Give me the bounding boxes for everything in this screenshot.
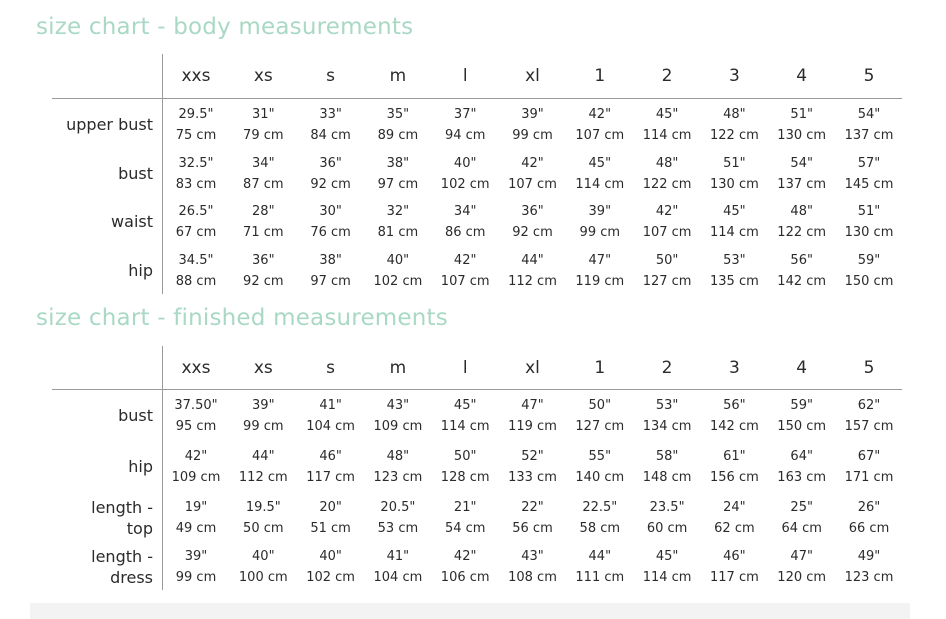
cell-centimeters: 84 cm xyxy=(310,128,351,143)
cell-centimeters: 88 cm xyxy=(175,274,217,289)
cell-centimeters: 142 cm xyxy=(710,419,759,434)
cell-inches: 67" xyxy=(857,449,881,464)
cell-inches: 54" xyxy=(857,107,881,122)
cell-centimeters: 114 cm xyxy=(710,225,759,240)
cell-inches: 59" xyxy=(790,398,813,413)
cell-inches: 33" xyxy=(319,107,342,122)
cell-centimeters: 107 cm xyxy=(642,225,692,240)
cell-centimeters: 81 cm xyxy=(377,225,419,240)
cell-centimeters: 117 cm xyxy=(710,570,759,585)
cell-inches: 42" xyxy=(453,253,477,268)
size-header-2: 2 xyxy=(661,66,673,86)
cell-centimeters: 114 cm xyxy=(642,570,692,585)
cell-inches: 51" xyxy=(790,107,813,122)
cell-inches: 48" xyxy=(790,204,813,219)
cell-centimeters: 123 cm xyxy=(844,570,894,585)
cell-centimeters: 150 cm xyxy=(777,419,827,434)
cell-inches: 19.5" xyxy=(245,500,281,515)
cell-centimeters: 171 cm xyxy=(844,470,894,485)
row-label-waist: waist xyxy=(111,212,153,231)
cell-inches: 64" xyxy=(790,449,813,464)
cell-centimeters: 112 cm xyxy=(508,274,557,289)
cell-centimeters: 134 cm xyxy=(642,419,692,434)
cell-centimeters: 99 cm xyxy=(512,128,553,143)
cell-inches: 42" xyxy=(184,449,208,464)
cell-centimeters: 123 cm xyxy=(373,470,423,485)
cell-centimeters: 120 cm xyxy=(777,570,827,585)
cell-centimeters: 92 cm xyxy=(310,177,351,192)
cell-centimeters: 89 cm xyxy=(377,128,419,143)
cell-inches: 31" xyxy=(252,107,275,122)
cell-centimeters: 150 cm xyxy=(844,274,894,289)
cell-centimeters: 51 cm xyxy=(310,521,351,536)
cell-inches: 34" xyxy=(252,156,275,171)
cell-centimeters: 92 cm xyxy=(512,225,553,240)
size-header-xs: xs xyxy=(253,358,273,378)
cell-centimeters: 114 cm xyxy=(440,419,490,434)
size-header-3: 3 xyxy=(728,358,740,378)
page-bottom-band xyxy=(30,603,910,619)
cell-centimeters: 62 cm xyxy=(714,521,755,536)
table-header-rule xyxy=(52,389,902,390)
cell-inches: 39" xyxy=(588,204,612,219)
cell-centimeters: 145 cm xyxy=(844,177,894,192)
cell-inches: 52" xyxy=(521,449,544,464)
cell-centimeters: 53 cm xyxy=(377,521,419,536)
cell-centimeters: 97 cm xyxy=(310,274,351,289)
cell-centimeters: 114 cm xyxy=(575,177,625,192)
cell-inches: 36" xyxy=(319,156,342,171)
cell-centimeters: 102 cm xyxy=(306,570,355,585)
cell-centimeters: 76 cm xyxy=(310,225,351,240)
cell-inches: 48" xyxy=(386,449,410,464)
cell-inches: 40" xyxy=(319,549,342,564)
cell-inches: 50" xyxy=(453,449,477,464)
cell-centimeters: 114 cm xyxy=(642,128,692,143)
cell-inches: 47" xyxy=(790,549,813,564)
cell-centimeters: 163 cm xyxy=(777,470,827,485)
cell-inches: 58" xyxy=(655,449,679,464)
cell-centimeters: 107 cm xyxy=(575,128,625,143)
cell-centimeters: 108 cm xyxy=(508,570,557,585)
cell-inches: 44" xyxy=(588,549,612,564)
cell-inches: 47" xyxy=(588,253,612,268)
row-label-upper-bust: upper bust xyxy=(66,115,153,134)
cell-centimeters: 122 cm xyxy=(642,177,692,192)
size-header-1: 1 xyxy=(594,66,606,86)
size-header-2: 2 xyxy=(661,358,673,378)
size-header-l: l xyxy=(462,358,468,378)
cell-inches: 26" xyxy=(857,500,881,515)
size-header-1: 1 xyxy=(594,358,606,378)
cell-inches: 23.5" xyxy=(649,500,685,515)
cell-centimeters: 83 cm xyxy=(175,177,217,192)
size-header-5: 5 xyxy=(863,66,875,86)
size-header-xs: xs xyxy=(253,66,273,86)
table-header-rule xyxy=(52,98,902,99)
cell-inches: 42" xyxy=(655,204,679,219)
size-header-s: s xyxy=(326,358,336,378)
cell-centimeters: 50 cm xyxy=(243,521,284,536)
cell-centimeters: 119 cm xyxy=(575,274,625,289)
cell-inches: 41" xyxy=(386,549,410,564)
cell-inches: 22" xyxy=(521,500,544,515)
cell-centimeters: 66 cm xyxy=(848,521,890,536)
cell-inches: 44" xyxy=(252,449,275,464)
cell-inches: 28" xyxy=(252,204,275,219)
cell-inches: 54" xyxy=(790,156,813,171)
cell-centimeters: 111 cm xyxy=(575,570,625,585)
size-header-xl: xl xyxy=(525,358,540,378)
cell-inches: 34.5" xyxy=(178,253,214,268)
cell-centimeters: 122 cm xyxy=(777,225,827,240)
finished-measurements-title: size chart - finished measurements xyxy=(36,305,448,331)
cell-inches: 57" xyxy=(857,156,881,171)
cell-inches: 45" xyxy=(453,398,477,413)
cell-centimeters: 135 cm xyxy=(710,274,759,289)
cell-inches: 51" xyxy=(723,156,746,171)
cell-inches: 45" xyxy=(655,549,679,564)
cell-inches: 30" xyxy=(319,204,342,219)
cell-centimeters: 133 cm xyxy=(508,470,557,485)
size-header-4: 4 xyxy=(796,358,808,378)
size-header-xxs: xxs xyxy=(181,66,211,86)
cell-inches: 38" xyxy=(386,156,410,171)
cell-inches: 29.5" xyxy=(178,107,214,122)
cell-centimeters: 92 cm xyxy=(243,274,284,289)
cell-inches: 62" xyxy=(857,398,881,413)
cell-centimeters: 107 cm xyxy=(508,177,557,192)
cell-centimeters: 140 cm xyxy=(575,470,625,485)
cell-inches: 39" xyxy=(184,549,208,564)
cell-inches: 43" xyxy=(521,549,544,564)
cell-centimeters: 109 cm xyxy=(373,419,423,434)
cell-centimeters: 49 cm xyxy=(175,521,217,536)
cell-centimeters: 86 cm xyxy=(444,225,486,240)
cell-inches: 42" xyxy=(521,156,544,171)
cell-inches: 36" xyxy=(252,253,275,268)
cell-inches: 50" xyxy=(588,398,612,413)
cell-inches: 61" xyxy=(723,449,746,464)
cell-centimeters: 64 cm xyxy=(781,521,822,536)
size-header-5: 5 xyxy=(863,358,875,378)
cell-centimeters: 67 cm xyxy=(175,225,217,240)
cell-inches: 21" xyxy=(453,500,477,515)
cell-centimeters: 99 cm xyxy=(579,225,621,240)
cell-inches: 46" xyxy=(319,449,342,464)
cell-centimeters: 97 cm xyxy=(377,177,419,192)
cell-centimeters: 79 cm xyxy=(243,128,284,143)
size-header-xxs: xxs xyxy=(181,358,211,378)
cell-centimeters: 71 cm xyxy=(243,225,284,240)
cell-inches: 32.5" xyxy=(178,156,214,171)
cell-inches: 38" xyxy=(319,253,342,268)
size-header-4: 4 xyxy=(796,66,808,86)
size-header-l: l xyxy=(462,66,468,86)
cell-centimeters: 112 cm xyxy=(238,470,288,485)
cell-inches: 32" xyxy=(386,204,410,219)
cell-inches: 56" xyxy=(723,398,746,413)
cell-inches: 53" xyxy=(655,398,679,413)
cell-inches: 19" xyxy=(184,500,208,515)
cell-centimeters: 104 cm xyxy=(373,570,423,585)
cell-centimeters: 130 cm xyxy=(710,177,759,192)
cell-inches: 45" xyxy=(655,107,679,122)
cell-inches: 40" xyxy=(252,549,275,564)
cell-inches: 20" xyxy=(319,500,342,515)
cell-inches: 48" xyxy=(723,107,746,122)
cell-inches: 44" xyxy=(521,253,544,268)
cell-inches: 49" xyxy=(857,549,881,564)
cell-centimeters: 137 cm xyxy=(844,128,894,143)
cell-inches: 41" xyxy=(319,398,342,413)
cell-centimeters: 99 cm xyxy=(243,419,284,434)
size-header-3: 3 xyxy=(728,66,740,86)
cell-inches: 35" xyxy=(386,107,410,122)
cell-inches: 25" xyxy=(790,500,813,515)
cell-inches: 24" xyxy=(723,500,746,515)
cell-centimeters: 122 cm xyxy=(710,128,759,143)
cell-centimeters: 94 cm xyxy=(444,128,486,143)
cell-inches: 20.5" xyxy=(380,500,416,515)
cell-inches: 39" xyxy=(521,107,544,122)
cell-centimeters: 106 cm xyxy=(440,570,490,585)
cell-inches: 45" xyxy=(588,156,612,171)
cell-centimeters: 119 cm xyxy=(508,419,557,434)
cell-centimeters: 156 cm xyxy=(710,470,759,485)
cell-inches: 22.5" xyxy=(582,500,618,515)
cell-inches: 43" xyxy=(386,398,410,413)
row-label-bust: bust xyxy=(118,406,153,425)
row-label-hip: hip xyxy=(128,261,153,280)
cell-centimeters: 157 cm xyxy=(844,419,894,434)
cell-inches: 42" xyxy=(453,549,477,564)
cell-inches: 47" xyxy=(521,398,544,413)
cell-centimeters: 87 cm xyxy=(243,177,284,192)
cell-centimeters: 58 cm xyxy=(579,521,621,536)
size-header-xl: xl xyxy=(525,66,540,86)
cell-centimeters: 60 cm xyxy=(646,521,688,536)
cell-inches: 45" xyxy=(723,204,746,219)
cell-centimeters: 75 cm xyxy=(175,128,217,143)
cell-inches: 26.5" xyxy=(178,204,214,219)
cell-centimeters: 102 cm xyxy=(440,177,490,192)
cell-inches: 53" xyxy=(723,253,746,268)
cell-inches: 37" xyxy=(453,107,477,122)
row-label-bust: bust xyxy=(118,164,153,183)
body-measurements-table xyxy=(52,54,904,294)
cell-centimeters: 130 cm xyxy=(844,225,894,240)
cell-centimeters: 54 cm xyxy=(444,521,486,536)
cell-inches: 46" xyxy=(723,549,746,564)
cell-inches: 34" xyxy=(453,204,477,219)
cell-centimeters: 95 cm xyxy=(175,419,217,434)
row-label-length-top: length - top xyxy=(91,498,153,538)
cell-centimeters: 56 cm xyxy=(512,521,553,536)
row-label-length-dress: length - dress xyxy=(91,547,153,587)
cell-centimeters: 127 cm xyxy=(642,274,692,289)
row-label-hip: hip xyxy=(128,457,153,476)
cell-centimeters: 107 cm xyxy=(440,274,490,289)
cell-centimeters: 104 cm xyxy=(306,419,355,434)
finished-measurements-table xyxy=(52,346,904,590)
cell-inches: 50" xyxy=(655,253,679,268)
cell-centimeters: 130 cm xyxy=(777,128,827,143)
cell-centimeters: 99 cm xyxy=(175,570,217,585)
cell-centimeters: 127 cm xyxy=(575,419,625,434)
cell-centimeters: 102 cm xyxy=(373,274,423,289)
cell-inches: 37.50" xyxy=(174,398,218,413)
cell-centimeters: 137 cm xyxy=(777,177,827,192)
size-header-s: s xyxy=(326,66,336,86)
size-header-m: m xyxy=(389,358,407,378)
cell-inches: 40" xyxy=(453,156,477,171)
cell-inches: 39" xyxy=(252,398,275,413)
cell-centimeters: 109 cm xyxy=(171,470,221,485)
cell-inches: 51" xyxy=(857,204,881,219)
cell-inches: 56" xyxy=(790,253,813,268)
body-measurements-title: size chart - body measurements xyxy=(36,14,414,40)
cell-centimeters: 128 cm xyxy=(440,470,490,485)
cell-inches: 42" xyxy=(588,107,612,122)
cell-inches: 55" xyxy=(588,449,612,464)
cell-centimeters: 142 cm xyxy=(777,274,827,289)
cell-inches: 40" xyxy=(386,253,410,268)
size-header-m: m xyxy=(389,66,407,86)
cell-inches: 59" xyxy=(857,253,881,268)
cell-centimeters: 117 cm xyxy=(306,470,355,485)
cell-inches: 36" xyxy=(521,204,544,219)
cell-centimeters: 148 cm xyxy=(642,470,692,485)
cell-inches: 48" xyxy=(655,156,679,171)
cell-centimeters: 100 cm xyxy=(238,570,288,585)
